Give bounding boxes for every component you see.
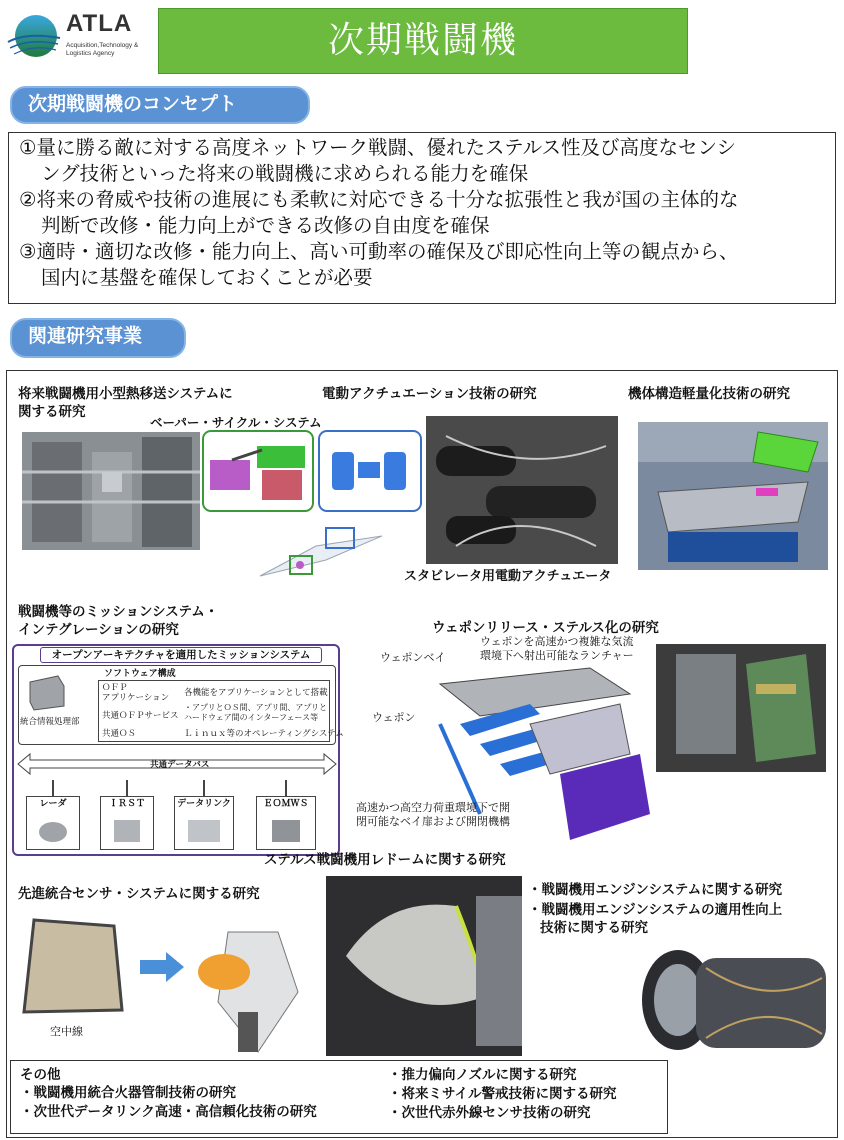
globe-icon [6,12,62,62]
sensor-connectors [26,780,318,850]
misc-item: ・将来ミサイル警戒技術に関する研究 [388,1086,617,1102]
weapon-label: ウェポン [372,711,416,724]
vapor-cycle-label: ベーパー・サイクル・システム [150,415,322,430]
logo-subtitle: Acquisition,Technology & Logistics Agency [66,42,139,57]
concept-heading: 次期戦闘機のコンセプト [10,86,310,124]
engine-item-1: ・戦闘機用エンジンシステムに関する研究 [528,882,783,898]
computer-label: 統合情報処理部 [20,717,80,727]
software-label: ソフトウェア構成 [104,669,176,679]
fighter-nose-image [188,912,312,1056]
mission-title-2: インテグレーションの研究 [18,622,179,638]
concept-box [8,132,836,304]
concept-line: ング技術といった将来の戦闘機に求められる能力を確保 [41,162,529,185]
actuator-caption: スタビレータ用電動アクチュエータ [404,569,612,584]
concept-line: ③適時・適切な改修・能力向上、高い可動率の確保及び即応性向上等の観点から、 [19,240,739,263]
software-row-desc: ・アプリとＯＳ間、アプリ間、アプリとハードウェア間のインターフェース等 [184,703,328,722]
weapon-bay-photo [656,644,826,772]
bay-door-label-2: 閉可能なベイ扉および開閉機構 [356,815,510,828]
lightweight-title: 機体構造軽量化技術の研究 [628,386,790,402]
sensor-label: レーダ [39,799,67,809]
mission-banner: オープンアーキテクチャを適用したミッションシステム [40,647,322,663]
software-row-name: 共通ＯＦＰサービス [102,711,179,721]
engine-item-2-cont: 技術に関する研究 [540,920,648,936]
misc-item: ・推力偏向ノズルに関する研究 [388,1067,577,1083]
radome-photo [326,876,522,1056]
actuator-photo [426,416,618,564]
aircraft-outline-diagram [256,516,386,592]
launcher-label-1: ウェポンを高速かつ複雑な気流 [480,635,634,648]
cooling-unit-diagram [318,430,422,512]
sensor-system-title: 先進統合センサ・システムに関する研究 [18,886,260,902]
thermal-rig-photo [22,432,200,550]
actuator-title: 電動アクチュエーション技術の研究 [322,386,537,402]
data-bus-label: 共通データバス [150,760,210,770]
research-heading: 関連研究事業 [10,318,186,358]
antenna-label: 空中線 [50,1025,83,1038]
concept-line: 判断で改修・能力向上ができる改修の自由度を確保 [41,214,490,237]
launcher-label-2: 環境下へ射出可能なランチャー [480,649,634,662]
misc-item: ・次世代赤外線センサ技術の研究 [388,1105,591,1121]
structure-photo [638,422,828,570]
concept-line: ①量に勝る敵に対する高度ネットワーク戦闘、優れたステルス性及び高度なセンシ [19,136,737,159]
radome-title: ステルス戦闘機用レドームに関する研究 [264,852,506,868]
concept-line: ②将来の脅威や技術の進展にも柔軟に対応できる十分な拡張性と我が国の主体的な [19,188,739,211]
arrow-right-icon [138,950,186,984]
misc-item: ・戦闘機用統合火器管制技術の研究 [20,1085,236,1101]
software-row-desc: 各機能をアプリケーションとして搭載 [184,688,328,698]
software-row-name: ＯＦＰ アプリケーション [102,683,170,703]
thermal-title-1: 将来戦闘機用小型熱移送システムに [18,386,233,402]
atla-logo [6,8,154,72]
mission-title-1: 戦闘機等のミッションシステム・ [18,604,219,620]
computer-icon [24,672,70,712]
software-row-desc: Ｌｉｎｕｘ等のオペレーティングシステム [184,729,344,739]
misc-item: ・次世代データリンク高速・高信頼化技術の研究 [20,1104,317,1120]
engine-item-2: ・戦闘機用エンジンシステムの適用性向上 [528,902,783,918]
weapon-bay-label: ウェポンベイ [380,651,446,664]
antenna-array-image [14,912,130,1022]
title-bar [158,8,688,74]
sensor-label: ＥＯＭＷＳ [263,799,309,809]
concept-line: 国内に基盤を確保しておくことが必要 [41,266,373,289]
thermal-title-2: 関する研究 [18,404,86,420]
engine-photo [636,938,830,1064]
vapor-cycle-diagram [202,430,314,512]
sensor-label: ＩＲＳＴ [108,799,145,809]
sensor-label: データリンク [177,799,231,809]
weapon-title: ウェポンリリース・ステルス化の研究 [432,620,659,636]
bay-door-label-1: 高速かつ高空力荷重環境下で開 [356,801,510,814]
page-title: 次期戦闘機 [327,20,518,61]
logo-name: ATLA [66,10,133,37]
software-row-name: 共通ＯＳ [102,729,137,739]
misc-heading: その他 [20,1067,61,1083]
